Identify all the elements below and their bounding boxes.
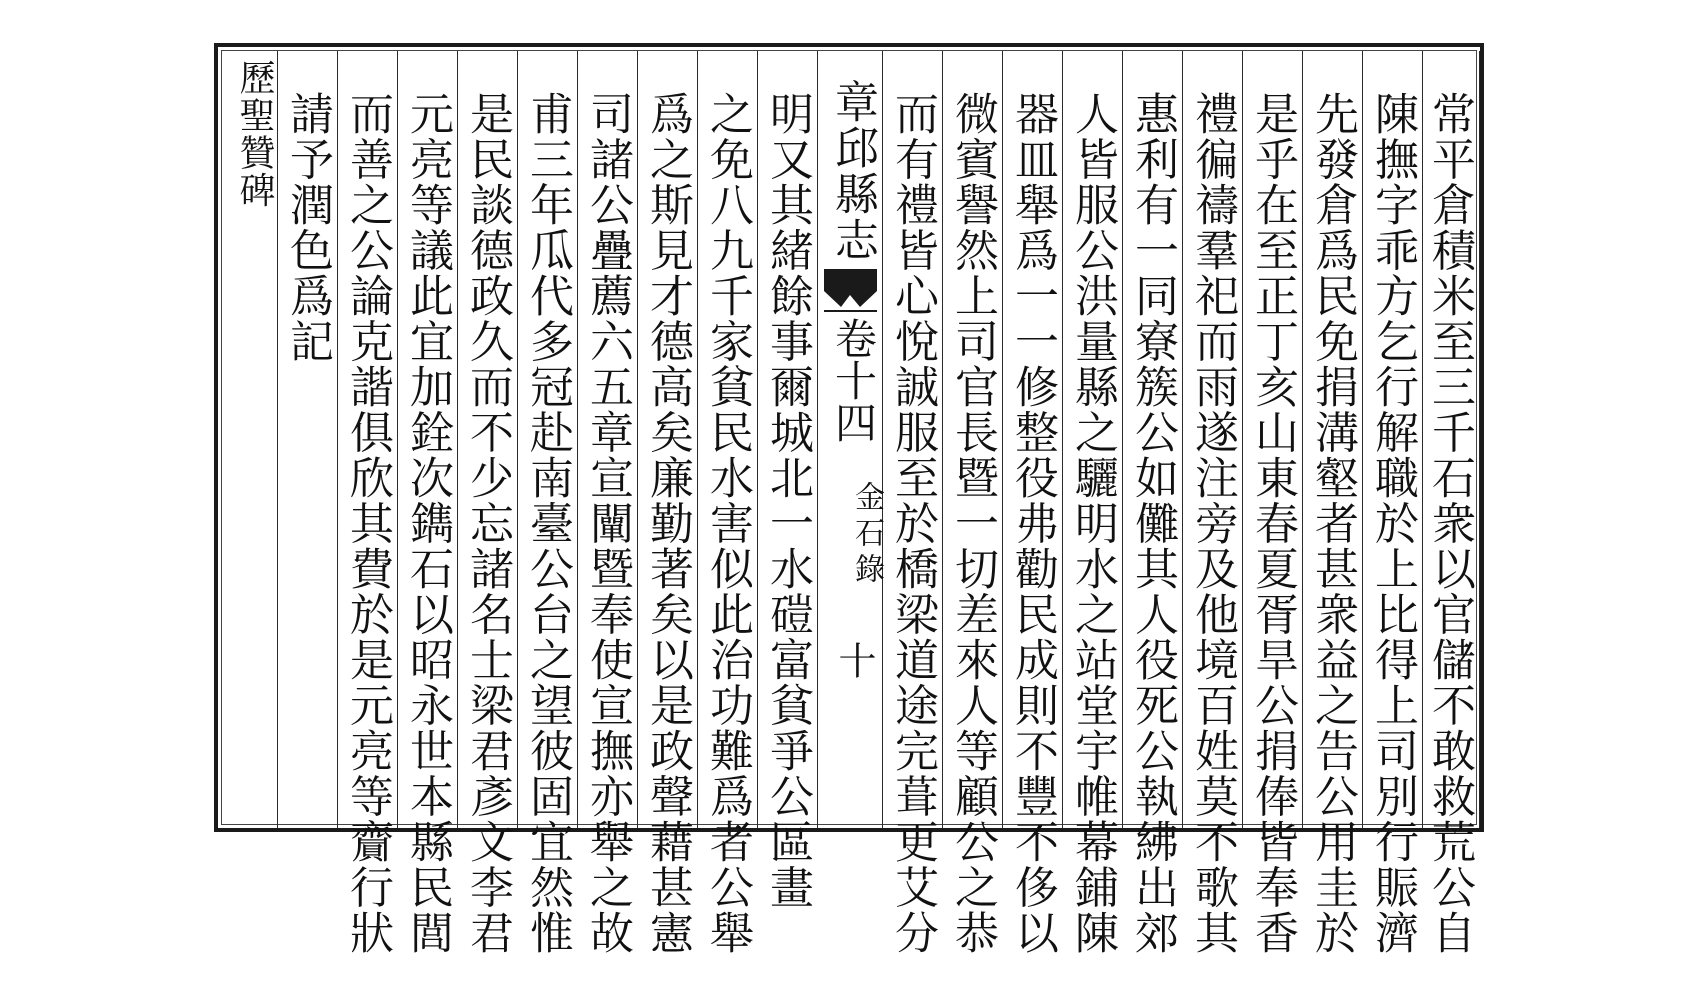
column-text: 是民談德政久而不少忘諸名士梁君彥文李君 (462, 91, 513, 956)
text-column-12 (698, 51, 758, 956)
text-column-16 (458, 51, 518, 956)
column-text: 先發倉爲民免捐溝壑者甚衆益之告公用圭於 (1307, 91, 1358, 956)
column-text: 惠利有一同寮簇公如儺其人役死公執紼出郊 (1127, 91, 1178, 956)
text-column-3 (1303, 51, 1363, 956)
text-column-4 (1243, 51, 1303, 956)
column-text: 之免八九千家貧民水害似此治功難爲者公舉 (702, 91, 753, 956)
column-text: 爲之斯見才德高矣廉勤著矣以是政聲藉甚憲 (642, 91, 693, 956)
column-text: 而有禮皆心悅誠服至於橋梁道途完葺更艾分 (887, 91, 938, 956)
gazetteer-title: 章邱縣志 (827, 79, 878, 263)
column-text: 請予潤色爲記 (282, 91, 333, 364)
text-column-18 (338, 51, 398, 956)
column-text: 元亮等議此宜加銓次鐫石以昭永世本縣民閭 (402, 91, 453, 956)
text-column-7 (1063, 51, 1123, 956)
column-text: 器皿舉爲一一修整役弗勸民成則不豐不侈以 (1007, 91, 1058, 956)
text-column-13 (638, 51, 698, 956)
column-text: 禮徧禱羣祀而雨遂注旁及他境百姓莫不歌其 (1187, 91, 1238, 956)
text-column-11 (758, 51, 818, 910)
side-title: 歷聖贊碑 (234, 59, 275, 209)
text-column-6 (1123, 51, 1183, 956)
page-number: 十 (832, 641, 876, 679)
column-text: 明又其緒餘事爾城北一水磑富貧爭公區畫 (762, 91, 813, 910)
column-text: 常平倉積米至三千石衆以官儲不敢救荒公自 (1424, 91, 1475, 956)
text-column-10 (883, 51, 943, 956)
column-text: 司諸公疊薦六五章宣闡暨奉使宣撫亦舉之故 (582, 91, 633, 956)
text-column-14 (578, 51, 638, 956)
text-column-17 (398, 51, 458, 956)
column-text: 而善之公論克諧俱欣其費於是元亮等齎行狀 (342, 91, 393, 956)
text-column-8 (1003, 51, 1063, 956)
text-column-2 (1363, 51, 1423, 956)
banxin-column (818, 51, 883, 828)
column-text: 人皆服公洪量縣之驪明水之站堂宇帷幕鋪陳 (1067, 91, 1118, 956)
text-column-15 (518, 51, 578, 956)
text-column-5 (1183, 51, 1243, 956)
text-column-1 (1423, 51, 1480, 956)
column-text: 是乎在至正丁亥山東春夏胥旱公捐俸皆奉香 (1247, 91, 1298, 956)
fishtail-ornament (824, 269, 877, 315)
text-column-9 (943, 51, 1003, 956)
column-text: 陳撫字乖方乞行解職於上比得上司別行賑濟 (1367, 91, 1418, 956)
book-page-frame (214, 43, 1484, 956)
juan-label: 卷十四 (829, 317, 878, 443)
column-text: 微賓譽然上司官長暨一切差來人等顧公之恭 (947, 91, 998, 956)
column-text: 甫三年瓜代多冠赴南臺公台之望彼固宜然惟 (522, 91, 573, 956)
side-title-column (222, 51, 278, 828)
section-label: 金石錄 (849, 481, 884, 589)
text-column-19 (278, 51, 338, 828)
